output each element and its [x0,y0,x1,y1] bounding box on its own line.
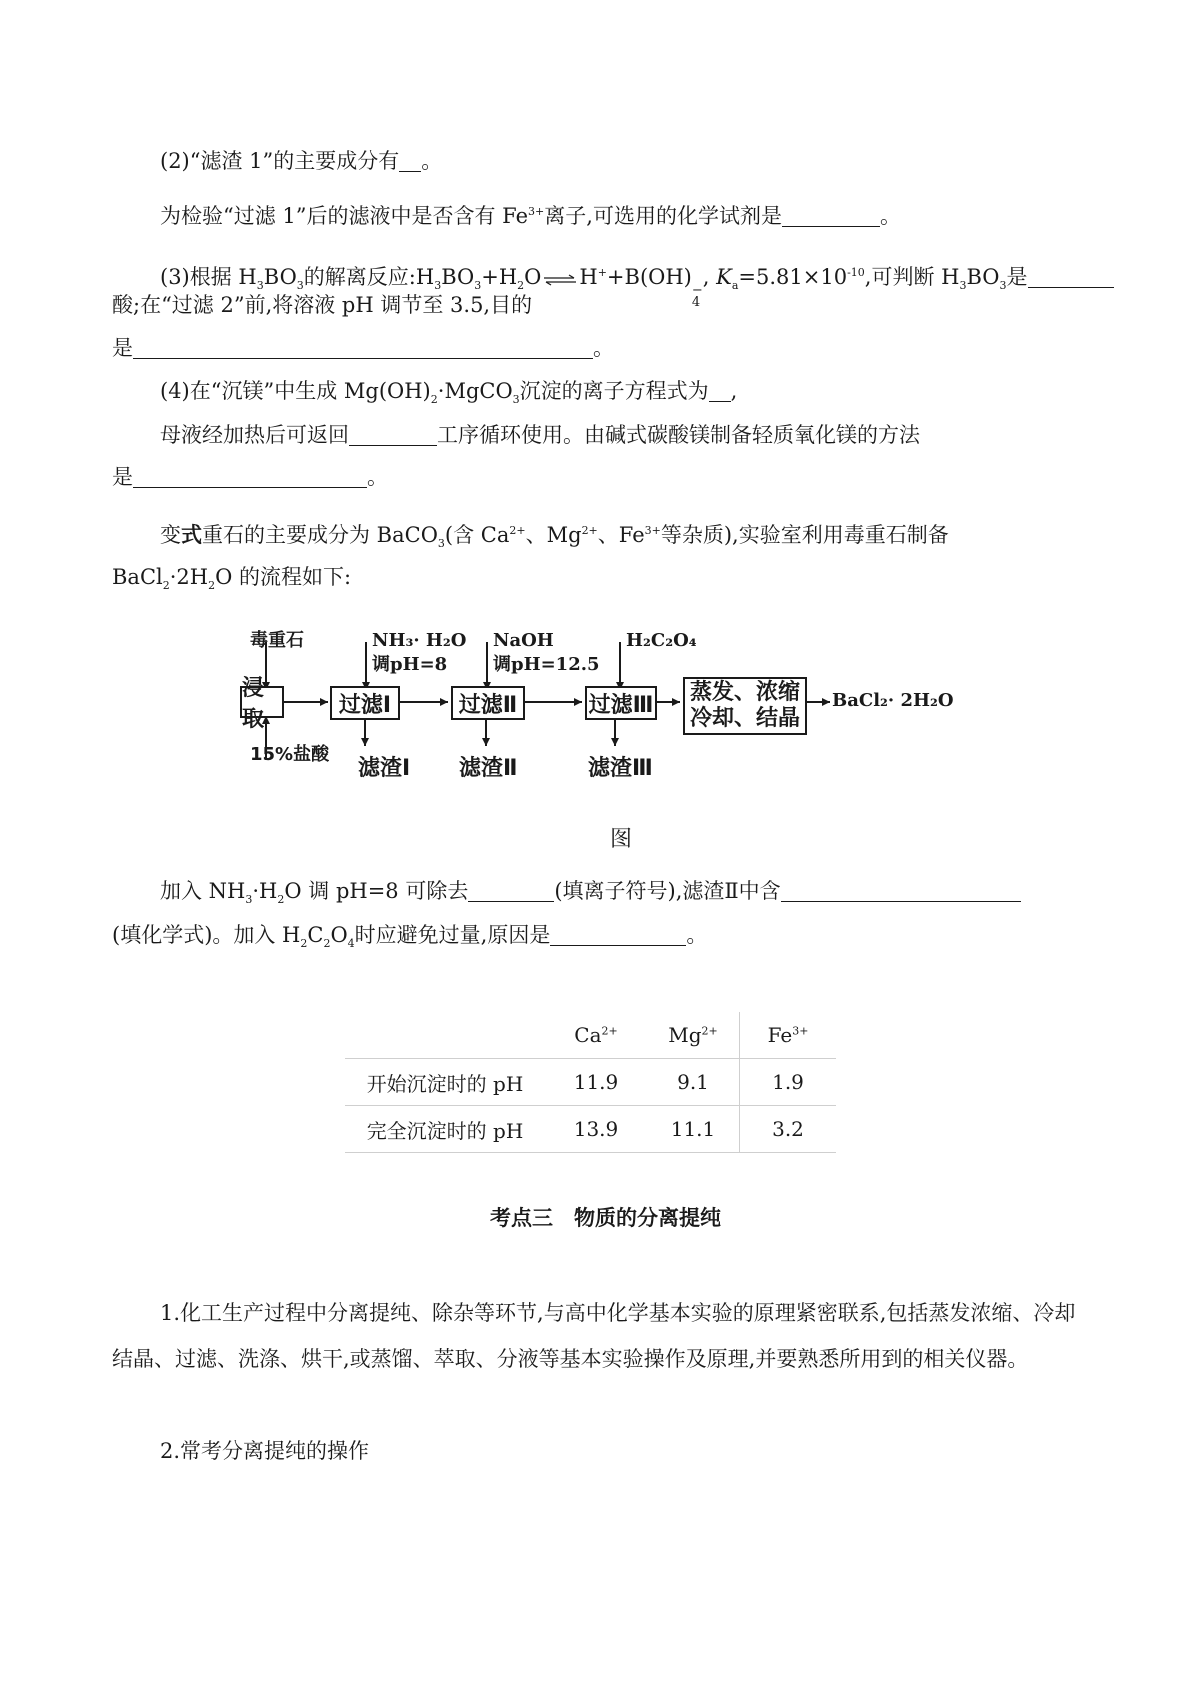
process-flow-diagram [230,630,1030,840]
answer-blank[interactable] [781,879,1021,902]
input-nh3-label-2: 调pH=8 [372,654,448,675]
answer-blank[interactable] [468,879,554,902]
answer-blank[interactable] [550,923,686,946]
input-ore-label: 毒重石 [250,630,304,651]
variant-line-2: $BaCl_2\cdot 2H_2O$ 的流程如下: [112,565,352,593]
input-naoh-label-1: NaOH [493,630,554,651]
table-header-row [345,1012,836,1059]
fill-line-1: 加入 $NH_3\cdot H_2O$ 调 pH=8 可除去 (填离子符号),滤渣Ⅱ中含 [160,876,1021,906]
flow-arrows [230,630,1030,840]
paragraph-2: 2.常考分离提纯的操作 [160,1439,370,1463]
question-4-line-3: 是 。 [112,465,388,489]
answer-blank[interactable] [349,423,437,446]
table-header-cell: $Ca^{2+}$ [574,1023,618,1047]
paragraph-1: 1.化工生产过程中分离提纯、除杂等环节,与高中化学基本实验的原理紧密联系,包括蒸发浓缩、冷却结晶、过滤、洗涤、烘干,或蒸馏、萃取、分液等基本实验操作及原理,并要熟悉所用到的相关仪器。 [112,1301,1076,1371]
box-leaching: 浸取 [240,686,284,718]
question-4-line-1: (4)在“沉镁”中生成 $Mg(OH)_2\cdot MgCO_3$沉淀的离子方程式为 , [160,379,738,407]
question-2-line-2: 为检验“过滤 1”后的滤液中是否含有 $Fe^{3+}$离子,可选用的化学试剂是 。 [160,204,901,228]
question-3-line-2: 酸;在“过滤 2”前,将溶液 pH 调节至 3.5,目的 [112,293,533,317]
variant-line-1: 变式重石的主要成分为 BaCO$_3$(含 $Ca^{2+}$、$Mg^{2+}$、$Fe^{3+}$等杂质),实验室利用毒重石制备 [160,522,949,551]
product-label: BaCl₂· 2H₂O [832,690,954,711]
residue-2-label: 滤渣Ⅱ [459,756,518,781]
table-row: 完全沉淀时的 pH 13.9 11.1 3.2 [345,1106,836,1153]
section-title: 考点三 物质的分离提纯 [490,1206,721,1230]
residue-3-label: 滤渣Ⅲ [588,756,653,781]
answer-blank[interactable] [399,149,421,172]
question-4-line-2: 母液经加热后可返回 工序循环使用。由碱式碳酸镁制备轻质氧化镁的方法 [160,423,920,447]
box-filter-1: 过滤Ⅰ [330,686,400,720]
box-filter-2: 过滤Ⅱ [451,686,525,720]
fill-line-2: (填化学式)。加入 $H_2C_2O_4$时应避免过量,原因是 。 [112,923,708,951]
box-evaporation: 蒸发、浓缩 冷却、结晶 [683,677,807,735]
equilibrium-arrow-icon [543,264,577,294]
residue-1-label: 滤渣Ⅰ [358,756,411,781]
question-3-line-3: 是 。 [112,336,614,360]
figure-caption: 图 [610,827,633,852]
answer-blank[interactable] [709,379,731,402]
table-row: 开始沉淀时的 pH 11.9 9.1 1.9 [345,1059,836,1106]
box-filter-3: 过滤Ⅲ [585,686,657,720]
answer-blank[interactable] [1028,265,1114,288]
answer-blank[interactable] [133,465,367,488]
input-naoh-label-2: 调pH=12.5 [493,654,600,675]
input-nh3-label-1: NH₃· H₂O [372,630,467,651]
answer-blank[interactable] [782,204,880,227]
table-header-cell: $Fe^{3+}$ [740,1012,837,1059]
table-header-cell: $Mg^{2+}$ [668,1023,718,1047]
precipitation-ph-table [345,1012,836,1153]
input-hcl-label: 15%盐酸 [250,744,330,765]
question-2-line-1: (2)“滤渣 1”的主要成分有 。 [160,149,443,173]
input-h2c2o4-label: H₂C₂O₄ [626,630,697,651]
question-3-line-1: (3)根据 $H_3BO_3$的解离反应$:H_3BO_3+H_2O$ H++B(OH) − 4 , $K_a=5.81\times 10^{-10}$,可判断 $H_3BO_3$是 [160,262,1114,309]
answer-blank[interactable] [133,336,593,359]
